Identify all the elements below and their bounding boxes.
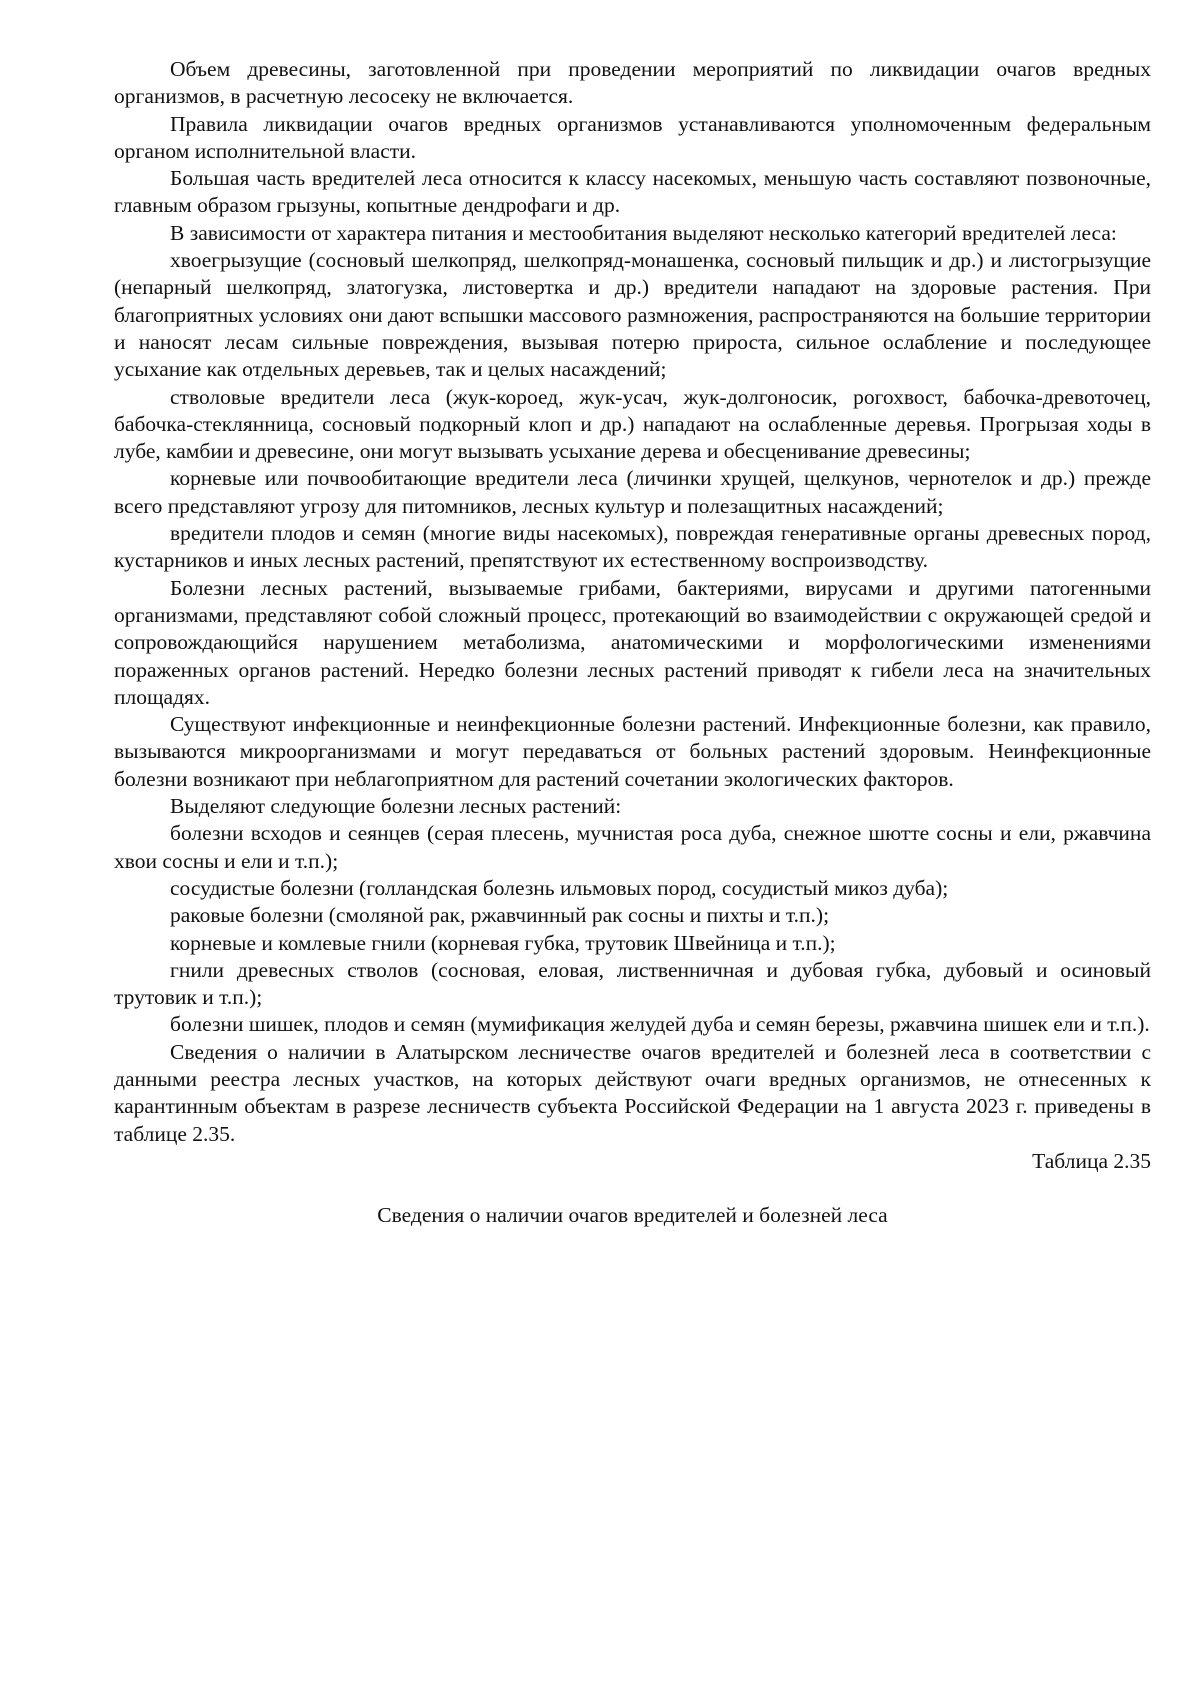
- paragraph-alatyr-info: Сведения о наличии в Алатырском лесничестве очагов вредителей и болезней леса в соответствии с данными реестра лесных участков, на которых действуют очаги вредных организмов, не отнесенных к карантинным объектам в разрезе лесничеств субъекта Российской Федерации на 1 августа 2023 г. приведены в таблице 2.35.: [114, 1039, 1151, 1146]
- document-page: [114, 56, 1151, 1229]
- paragraph-volume-of-wood: Объем древесины, заготовленной при проведении мероприятий по ликвидации очагов вредных организмов, в расчетную лесосеку не включается.: [114, 57, 1151, 109]
- paragraph-root-rots: корневые и комлевые гнили (корневая губка, трутовик Швейница и т.п.);: [170, 930, 836, 955]
- paragraph-root-pests: корневые или почвообитающие вредители леса (личинки хрущей, щелкунов, чернотелок и др.) прежде всего представляют угрозу для питомников, лесных культур и полезащитных насаждений;: [114, 466, 1151, 518]
- table-title: Сведения о наличии очагов вредителей и болезней леса: [377, 1203, 888, 1228]
- paragraph-vascular-diseases: сосудистые болезни (голландская болезнь ильмовых пород, сосудистый микоз дуба);: [170, 875, 949, 900]
- paragraph-needle-leaf-eaters: хвоегрызущие (сосновый шелкопряд, шелкопряд-монашенка, сосновый пильщик и др.) и листогрызущие (непарный шелкопряд, златогузка, листовертка и др.) вредители нападают на здоровые растения. При благоприятных условиях они дают вспышки массового размножения, распространяются на большие территории и наносят лесам сильные повреждения, вызывая потерю прироста, сильное ослабление и последующее усыхание как отдельных деревьев, так и целых насаждений;: [114, 248, 1151, 382]
- paragraph-cone-fruit-diseases: болезни шишек, плодов и семян (мумификация желудей дуба и семян березы, ржавчина шишек ели и т.п.).: [170, 1012, 1150, 1037]
- paragraph-fruit-seed-pests: вредители плодов и семян (многие виды насекомых), повреждая генеративные органы древесных пород, кустарников и иных лесных растений, препятствуют их естественному воспроизводству.: [114, 521, 1151, 573]
- paragraph-canker-diseases: раковые болезни (смоляной рак, ржавчинный рак сосны и пихты и т.п.);: [170, 903, 830, 928]
- paragraph-stem-pests: стволовые вредители леса (жук-короед, жук-усач, жук-долгоносик, рогохвост, бабочка-древоточец, бабочка-стеклянница, сосновый подкорный клоп и др.) нападают на ослабленные деревья. Прогрызая ходы в лубе, камбии и древесине, они могут вызывать усыхание дерева и обесценивание древесины;: [114, 384, 1151, 464]
- paragraph-infectious-diseases: Существуют инфекционные и неинфекционные болезни растений. Инфекционные болезни, как правило, вызываются микроорганизмами и могут передаваться от больных растений здоровым. Неинфекционные болезни возникают при неблагоприятном для растений сочетании экологических факторов.: [114, 712, 1151, 791]
- table-number: Таблица 2.35: [1032, 1148, 1151, 1173]
- paragraph-disease-list-intro: Выделяют следующие болезни лесных растений:: [170, 794, 622, 819]
- paragraph-liquidation-rules: Правила ликвидации очагов вредных организмов устанавливаются уполномоченным федеральным органом исполнительной власти.: [114, 111, 1151, 163]
- paragraph-pest-classes: Большая часть вредителей леса относится к классу насекомых, меньшую часть составляют позвоночные, главным образом грызуны, копытные дендрофаги и др.: [114, 166, 1151, 218]
- paragraph-plant-diseases: Болезни лесных растений, вызываемые грибами, бактериями, вирусами и другими патогенными организмами, представляют собой сложный процесс, протекающий во взаимодействии с окружающей средой и сопровождающийся нарушением метаболизма, анатомическими и морфологическими изменениями пораженных органов растений. Нередко болезни лесных растений приводят к гибели леса на значительных площадях.: [114, 575, 1151, 709]
- paragraph-seedling-diseases: болезни всходов и сеянцев (серая плесень, мучнистая роса дуба, снежное шютте сосны и ели, ржавчина хвои сосны и ели и т.п.);: [114, 821, 1151, 873]
- paragraph-pest-categories-intro: В зависимости от характера питания и местообитания выделяют несколько категорий вредителей леса:: [170, 220, 1117, 245]
- paragraph-stem-rots: гнили древесных стволов (сосновая, еловая, лиственничная и дубовая губка, дубовый и осиновый трутовик и т.п.);: [114, 957, 1151, 1010]
